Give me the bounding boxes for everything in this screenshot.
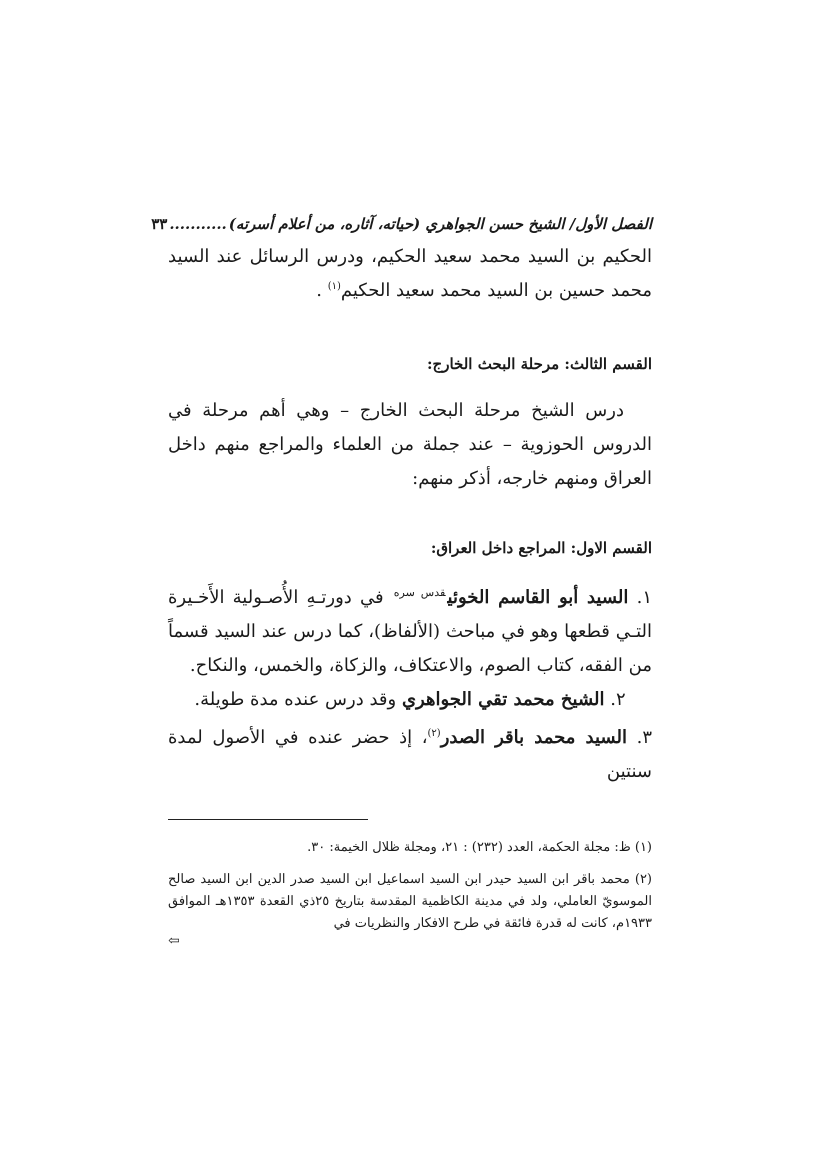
item-text: في دورتـهِ الأُصـولية الأَخـيرة التـي قطعها وهو في مباحث (الألفاظ)، كما درس عند السيد قسماً من الفقه، كتاب الصوم، والاعتكاف، والزكاة، والخمس، والنكاح. — [168, 587, 652, 676]
scholar-name: السيد محمد باقر الصدر — [440, 727, 627, 748]
item-number: ٢. — [610, 689, 626, 710]
scholar-name: السيد أبو القاسم الخوئي — [447, 587, 629, 608]
intro-text: الحكيم بن السيد محمد سعيد الحكيم، ودرس الرسائل عند السيد محمد حسين بن السيد محمد سعيد الحكيم — [168, 246, 652, 301]
list-item — [168, 576, 652, 683]
inside-iraq-heading: القسم الاول: المراجع داخل العراق: — [430, 539, 652, 557]
footnote-divider — [168, 819, 368, 820]
list-item — [168, 683, 652, 717]
section3-paragraph: درس الشيخ مرحلة البحث الخارج – وهي أهم مرحلة في الدروس الحوزوية – عند جملة من العلماء والمراجع منهم داخل العراق ومنهم خارجه، أذكر منهم: — [168, 400, 652, 489]
footnote-ref-2: (٢) — [427, 728, 441, 739]
intro-paragraph — [168, 240, 652, 308]
page-body — [151, 210, 652, 949]
list-item — [168, 721, 652, 789]
intro-end: . — [316, 280, 328, 301]
footnote-separator-area — [168, 789, 652, 837]
running-header — [151, 210, 652, 238]
section3-heading: القسم الثالث: مرحلة البحث الخارج: — [427, 355, 652, 373]
scholar-name: الشيخ محمد تقي الجواهري — [401, 689, 605, 710]
item-text: ، إذ حضر عنده في الأصول لمدة سنتين — [168, 727, 652, 782]
footnote-2: (٢) محمد باقر ابن السيد حيدر ابن السيد اسماعيل ابن السيد صدر الدين ابن السيد صالح الموسويّ العاملي، ولد في مدينة الكاظمية المقدسة بتاريخ ٢٥ذي القعدة ١٣٥٣هـ الموافق ١٩٣٣م، كانت له قدرة فائقة في طرح الافكار والنظريات في — [168, 872, 652, 931]
footnotes — [168, 837, 652, 947]
honorific-seal-icon: قدس سره — [393, 586, 446, 599]
header-title: الفصل الأول/ الشيخ حسن الجواهري (حياته، آثاره، من أعلام أسرته) — [228, 215, 652, 233]
item-number: ٣. — [636, 727, 652, 748]
footnote-ref-1: (١) — [327, 281, 341, 292]
continuation-arrow-icon: ⇦ — [168, 933, 180, 949]
page-number: ٣٣ — [151, 215, 168, 233]
item-text: وقد درس عنده مدة طويلة. — [194, 689, 402, 710]
item-number: ١. — [636, 587, 652, 608]
header-dots: ........... — [169, 215, 227, 233]
footnote-1: (١) ظ: مجلة الحكمة، العدد (٢٣٢) : ٢١، ومجلة ظلال الخيمة: ٣٠. — [307, 840, 652, 855]
